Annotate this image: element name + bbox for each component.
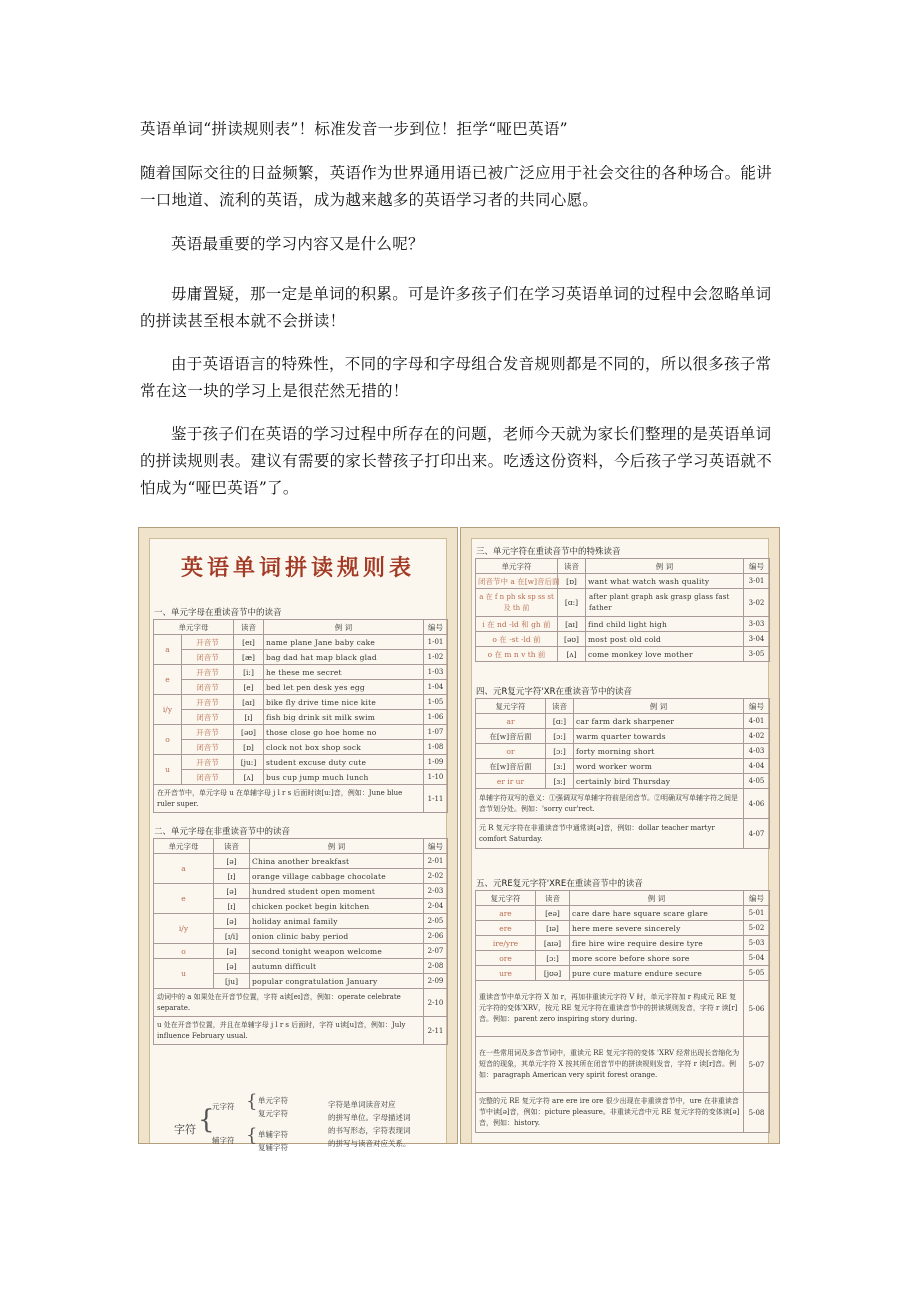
table-row: [476, 951, 770, 966]
number-cell: 3-01: [744, 574, 770, 589]
example-cell: clock not box shop sock: [264, 740, 424, 755]
ipa-cell: [eə]: [536, 906, 570, 921]
example-cell: fire hire wire require desire tyre: [570, 936, 744, 951]
example-cell: onion clinic baby period: [250, 929, 424, 944]
col-header: 例 词: [250, 839, 424, 854]
col-header: 读音: [558, 559, 586, 574]
col-header: 单元字符: [476, 559, 558, 574]
table-header-row: [154, 620, 448, 635]
col-header: 读音: [536, 891, 570, 906]
table-row: [154, 1017, 448, 1045]
table-header-row: [154, 839, 448, 854]
letter-cell: e: [154, 665, 182, 695]
ipa-cell: [ɒ]: [234, 740, 264, 755]
paragraph-5: 鉴于孩子们在英语的学习过程中所存在的问题，老师今天就为家长们整理的是英语单词的拼读规则表。建议有需要的家长替孩子打印出来。吃透这份资料，今后孩子学习英语就不怕成为“哑巴英语”了。: [140, 425, 773, 497]
table-row: [476, 744, 770, 759]
syllable-type: 开音节: [182, 695, 234, 710]
condition-cell: ure: [476, 966, 536, 981]
table-row: [476, 906, 770, 921]
condition-cell: 在[w]音后面: [476, 759, 546, 774]
rules-panel-right: [460, 527, 780, 1144]
rules-sheet-left: [149, 538, 447, 1152]
ipa-cell: [ɜ:]: [546, 759, 574, 774]
example-cell: word worker worm: [574, 759, 744, 774]
spelling-rules-figure: [138, 527, 780, 1152]
condition-cell: o 在 -st -ld 前: [476, 632, 558, 647]
syllable-type: 开音节: [182, 635, 234, 650]
ipa-cell: [ə]: [214, 914, 250, 929]
letter-cell: a: [154, 854, 214, 884]
number-cell: 2-08: [424, 959, 448, 974]
letter-cell: i/y: [154, 914, 214, 944]
letter-cell: o: [154, 725, 182, 755]
example-cell: want what watch wash quality: [586, 574, 744, 589]
example-cell: car farm dark sharpener: [574, 714, 744, 729]
number-cell: 2-10: [424, 989, 448, 1017]
number-cell: 1-01: [424, 635, 448, 650]
section3-table: [475, 558, 770, 662]
ipa-cell: [ɪ/i]: [214, 929, 250, 944]
fu-yuan-label: 复元字符: [258, 1109, 288, 1118]
number-cell: 2-04: [424, 899, 448, 914]
example-cell: bus cup jump much lunch: [264, 770, 424, 785]
number-cell: 5-07: [744, 1037, 770, 1093]
number-cell: 1-06: [424, 710, 448, 725]
number-cell: 1-03: [424, 665, 448, 680]
number-cell: 5-06: [744, 981, 770, 1037]
number-cell: 1-10: [424, 770, 448, 785]
example-cell: hundred student open moment: [250, 884, 424, 899]
letter-cell: i/y: [154, 695, 182, 725]
table-row: [476, 819, 770, 849]
table-header-row: [476, 891, 770, 906]
ipa-cell: [æ]: [234, 650, 264, 665]
table-row: [154, 755, 448, 770]
table-row: [154, 944, 448, 959]
ipa-cell: [jʊə]: [536, 966, 570, 981]
letter-cell: u: [154, 755, 182, 785]
ipa-cell: [ɔ:]: [546, 744, 574, 759]
zifu-desc: 的拼写与读音对应关系。: [328, 1139, 411, 1148]
number-cell: 3-03: [744, 617, 770, 632]
brace-icon: {: [198, 1105, 215, 1135]
number-cell: 2-11: [424, 1017, 448, 1045]
table-row: [154, 635, 448, 650]
table-row: [476, 617, 770, 632]
section4-table: [475, 698, 770, 849]
table-row: [154, 725, 448, 740]
paragraph-2: 英语最重要的学习内容又是什么呢？: [171, 235, 424, 253]
col-header: 编号: [744, 699, 770, 714]
table-row: [476, 966, 770, 981]
ipa-cell: [ə]: [214, 944, 250, 959]
example-cell: most post old cold: [586, 632, 744, 647]
number-cell: 2-06: [424, 929, 448, 944]
col-header: 读音: [234, 620, 264, 635]
paragraph-4: 由于英语语言的特殊性，不同的字母和字母组合发音规则都是不同的，所以很多孩子常常在这一块的学习上是很茫然无措的！: [140, 355, 772, 400]
ipa-cell: [ɑ:]: [546, 714, 574, 729]
table-row: [154, 770, 448, 785]
ipa-cell: [aɪə]: [536, 936, 570, 951]
number-cell: 5-08: [744, 1093, 770, 1133]
ipa-cell: [i:]: [234, 665, 264, 680]
zifu-label: 字符: [174, 1123, 196, 1136]
example-cell: chicken pocket begin kitchen: [250, 899, 424, 914]
example-cell: certainly bird Thursday: [574, 774, 744, 789]
example-cell: second tonight weapon welcome: [250, 944, 424, 959]
ipa-cell: [aɪ]: [234, 695, 264, 710]
example-cell: those close go hoe home no: [264, 725, 424, 740]
number-cell: 4-06: [744, 789, 770, 819]
table-row: [154, 740, 448, 755]
fu-fu-label: 复辅字符: [258, 1143, 288, 1152]
number-cell: 4-03: [744, 744, 770, 759]
ipa-cell: [əʊ]: [234, 725, 264, 740]
col-header: 复元字符: [476, 891, 536, 906]
condition-cell: er ir ur: [476, 774, 546, 789]
section5-title: 五、元RE复元字符'XRE在重读音节中的读音: [476, 879, 643, 889]
table-row: [476, 981, 770, 1037]
ipa-cell: [əʊ]: [558, 632, 586, 647]
condition-cell: o 在 m n v th 前: [476, 647, 558, 662]
table-row: [476, 632, 770, 647]
zifu-desc: 的拼写单位。字母描述词: [328, 1113, 411, 1122]
note-cell: u 处在开音节位置，并且在单辅字母 j l r s 后面时，字符 u读[u]音，例如：July influence February usual.: [154, 1017, 424, 1045]
example-cell: bag dad hat map black glad: [264, 650, 424, 665]
table-row: [476, 936, 770, 951]
number-cell: 2-02: [424, 869, 448, 884]
condition-cell: 闭音节中 a 在[w]音后面: [476, 574, 558, 589]
ipa-cell: [ɜ:]: [546, 774, 574, 789]
character-diagram: [164, 1091, 444, 1155]
ipa-cell: [ʌ]: [234, 770, 264, 785]
table-row: [154, 785, 448, 813]
condition-cell: i 在 nd -ld 和 gh 前: [476, 617, 558, 632]
table-row: [154, 650, 448, 665]
example-cell: orange village cabbage chocolate: [250, 869, 424, 884]
note-cell: 动词中的 a 如果处在开音节位置，字符 a读[eɪ]音，例如：operate celebrate separate.: [154, 989, 424, 1017]
ipa-cell: [ju:]: [234, 755, 264, 770]
number-cell: 1-11: [424, 785, 448, 813]
example-cell: warm quarter towards: [574, 729, 744, 744]
example-cell: more score before shore sore: [570, 951, 744, 966]
ipa-cell: [ɔ:]: [546, 729, 574, 744]
letter-cell: o: [154, 944, 214, 959]
number-cell: 4-02: [744, 729, 770, 744]
example-cell: fish big drink sit milk swim: [264, 710, 424, 725]
number-cell: 1-08: [424, 740, 448, 755]
number-cell: 5-04: [744, 951, 770, 966]
number-cell: 5-05: [744, 966, 770, 981]
example-cell: find child light high: [586, 617, 744, 632]
number-cell: 2-07: [424, 944, 448, 959]
col-header: 例 词: [264, 620, 424, 635]
ipa-cell: [ɒ]: [558, 574, 586, 589]
table-row: [154, 989, 448, 1017]
condition-cell: are: [476, 906, 536, 921]
note-cell: 在一些常用词及多音节词中，重读元 RE 复元字符的变体 'XRV 经常出现长音缩化为短音的现象，其单元字符 X 按其所在闭音节中的拼读规则发音，字符 r 读[r]音。例如：paragraph American very spirit forest orange.: [476, 1037, 744, 1093]
example-cell: here mere severe sincerely: [570, 921, 744, 936]
example-cell: forty morning short: [574, 744, 744, 759]
note-cell: 在开音节中，单元字母 u 在单辅字母 j l r s 后面时读[u:]音，例如：June blue ruler super.: [154, 785, 424, 813]
number-cell: 3-04: [744, 632, 770, 647]
section4-title: 四、元R复元字符'XR在重读音节中的读音: [476, 687, 632, 697]
number-cell: 2-03: [424, 884, 448, 899]
col-header: 编号: [424, 620, 448, 635]
syllable-type: 开音节: [182, 755, 234, 770]
table-row: [154, 680, 448, 695]
paragraph-1: 随着国际交往的日益频繁，英语作为世界通用语已被广泛应用于社会交往的各种场合。能讲一口地道、流利的英语，成为越来越多的英语学习者的共同心愿。: [140, 164, 773, 209]
table-row: [476, 759, 770, 774]
table-row: [154, 914, 448, 929]
number-cell: 2-05: [424, 914, 448, 929]
table-row: [154, 854, 448, 869]
col-header: 编号: [424, 839, 448, 854]
ipa-cell: [ɔ:]: [536, 951, 570, 966]
table-row: [154, 695, 448, 710]
letter-cell: a: [154, 635, 182, 665]
syllable-type: 开音节: [182, 725, 234, 740]
table-row: [476, 714, 770, 729]
dan-fu-label: 单辅字符: [258, 1130, 288, 1139]
example-cell: he these me secret: [264, 665, 424, 680]
table-row: [154, 959, 448, 974]
ipa-cell: [ə]: [214, 854, 250, 869]
number-cell: 2-09: [424, 974, 448, 989]
condition-cell: ar: [476, 714, 546, 729]
col-header: 读音: [214, 839, 250, 854]
col-header: 例 词: [574, 699, 744, 714]
section5-table: [475, 890, 770, 1133]
yuan-label: 元字符: [212, 1102, 235, 1111]
table-row: [476, 1037, 770, 1093]
dan-yuan-label: 单元字符: [258, 1096, 288, 1105]
col-header: 读音: [546, 699, 574, 714]
example-cell: bike fly drive time nice kite: [264, 695, 424, 710]
ipa-cell: [ɪə]: [536, 921, 570, 936]
col-header: 例 词: [570, 891, 744, 906]
example-cell: bed let pen desk yes egg: [264, 680, 424, 695]
table-row: [476, 921, 770, 936]
condition-cell: ore: [476, 951, 536, 966]
table-row: [476, 1093, 770, 1133]
example-cell: name plane Jane baby cake: [264, 635, 424, 650]
ipa-cell: [ɪ]: [234, 710, 264, 725]
syllable-type: 闭音节: [182, 740, 234, 755]
brace-icon: {: [246, 1091, 258, 1112]
col-header: 编号: [744, 559, 770, 574]
number-cell: 3-05: [744, 647, 770, 662]
ipa-cell: [ju]: [214, 974, 250, 989]
syllable-type: 闭音节: [182, 680, 234, 695]
col-header: 编号: [744, 891, 770, 906]
table-row: [476, 729, 770, 744]
example-cell: holiday animal family: [250, 914, 424, 929]
table-row: [154, 884, 448, 899]
brace-icon: {: [246, 1125, 258, 1146]
note-cell: 完整的元 RE 复元字符 are ere ire ore 很少出现在非重读音节中，ure 在非重读音节中读[ə]音，例如：picture pleasure。非重读元音中元 RE 复元字符的变体读[ə]音，例如：history.: [476, 1093, 744, 1133]
table-row: [476, 647, 770, 662]
number-cell: 1-09: [424, 755, 448, 770]
note-cell: 单辅字符双写的意义：①强调双写单辅字符前是闭音节。②明确双写单辅字符之间是音节划分处。例如：'sorry cur'rect.: [476, 789, 744, 819]
table-row: [476, 589, 770, 617]
number-cell: 5-01: [744, 906, 770, 921]
ipa-cell: [ɪ]: [214, 899, 250, 914]
letter-cell: u: [154, 959, 214, 989]
table-row: [154, 710, 448, 725]
example-cell: care dare hare square scare glare: [570, 906, 744, 921]
table-row: [476, 789, 770, 819]
table-row: [154, 665, 448, 680]
syllable-type: 闭音节: [182, 650, 234, 665]
number-cell: 4-07: [744, 819, 770, 849]
section2-table: [153, 838, 448, 1045]
table-header-row: [476, 699, 770, 714]
number-cell: 4-04: [744, 759, 770, 774]
zifu-desc: 的书写形态，字符表现词: [328, 1126, 411, 1135]
col-header: 单元字母: [154, 839, 214, 854]
condition-cell: ere: [476, 921, 536, 936]
condition-cell: a 在 f n ph sk sp ss st 及 th 前: [476, 589, 558, 617]
number-cell: 1-07: [424, 725, 448, 740]
syllable-type: 闭音节: [182, 710, 234, 725]
table-row: [476, 774, 770, 789]
rules-panel-left: [138, 527, 458, 1152]
example-cell: student excuse duty cute: [264, 755, 424, 770]
section1-title: 一、单元字母在重读音节中的读音: [154, 608, 282, 618]
col-header: 复元字符: [476, 699, 546, 714]
chart-title: 英语单词拼读规则表: [180, 555, 415, 581]
number-cell: 2-01: [424, 854, 448, 869]
syllable-type: 开音节: [182, 665, 234, 680]
number-cell: 4-05: [744, 774, 770, 789]
number-cell: 4-01: [744, 714, 770, 729]
fu-label: 辅字符: [212, 1136, 235, 1145]
table-header-row: [476, 559, 770, 574]
number-cell: 5-02: [744, 921, 770, 936]
example-cell: China another breakfast: [250, 854, 424, 869]
ipa-cell: [ɪ]: [214, 869, 250, 884]
rules-sheet-right: [471, 538, 769, 1143]
ipa-cell: [eɪ]: [234, 635, 264, 650]
note-cell: 重读音节中单元字符 X 加 r，再加非重读元字符 V 时，单元字符加 r 构成元 RE 复元字符的变体'XRV，按元 RE 复元字符在重读音节中的拼读规则发音，字符 r 读[r]音。例如：parent zero inspiring story during.: [476, 981, 744, 1037]
number-cell: 5-03: [744, 936, 770, 951]
zifu-desc: 字符是单词读音对应: [328, 1100, 396, 1109]
number-cell: 3-02: [744, 589, 770, 617]
table-row: [476, 574, 770, 589]
example-cell: pure cure mature endure secure: [570, 966, 744, 981]
condition-cell: ire/yre: [476, 936, 536, 951]
number-cell: 1-05: [424, 695, 448, 710]
article-title: 英语单词“拼读规则表”！标准发音一步到位！拒学“哑巴英语”: [140, 120, 568, 138]
example-cell: after plant graph ask grasp glass fast father: [586, 589, 744, 617]
ipa-cell: [ə]: [214, 884, 250, 899]
ipa-cell: [e]: [234, 680, 264, 695]
condition-cell: 在[w]音后面: [476, 729, 546, 744]
number-cell: 1-04: [424, 680, 448, 695]
example-cell: popular congratulation January: [250, 974, 424, 989]
section3-title: 三、单元字符在重读音节中的特殊读音: [476, 547, 621, 557]
ipa-cell: [ʌ]: [558, 647, 586, 662]
note-cell: 元 R 复元字符在非重读音节中通常读[ə]音，例如：dollar teacher martyr comfort Saturday.: [476, 819, 744, 849]
ipa-cell: [aɪ]: [558, 617, 586, 632]
letter-cell: e: [154, 884, 214, 914]
ipa-cell: [ə]: [214, 959, 250, 974]
example-cell: autumn difficult: [250, 959, 424, 974]
ipa-cell: [ɑ:]: [558, 589, 586, 617]
condition-cell: or: [476, 744, 546, 759]
syllable-type: 闭音节: [182, 770, 234, 785]
col-header: 例 词: [586, 559, 744, 574]
col-header: 单元字母: [154, 620, 234, 635]
paragraph-3: 毋庸置疑，那一定是单词的积累。可是许多孩子们在学习英语单词的过程中会忽略单词的拼读甚至根本就不会拼读！: [140, 285, 772, 330]
number-cell: 1-02: [424, 650, 448, 665]
section1-table: [153, 619, 448, 813]
section2-title: 二、单元字母在非重读音节中的读音: [154, 827, 291, 837]
example-cell: come monkey love mother: [586, 647, 744, 662]
